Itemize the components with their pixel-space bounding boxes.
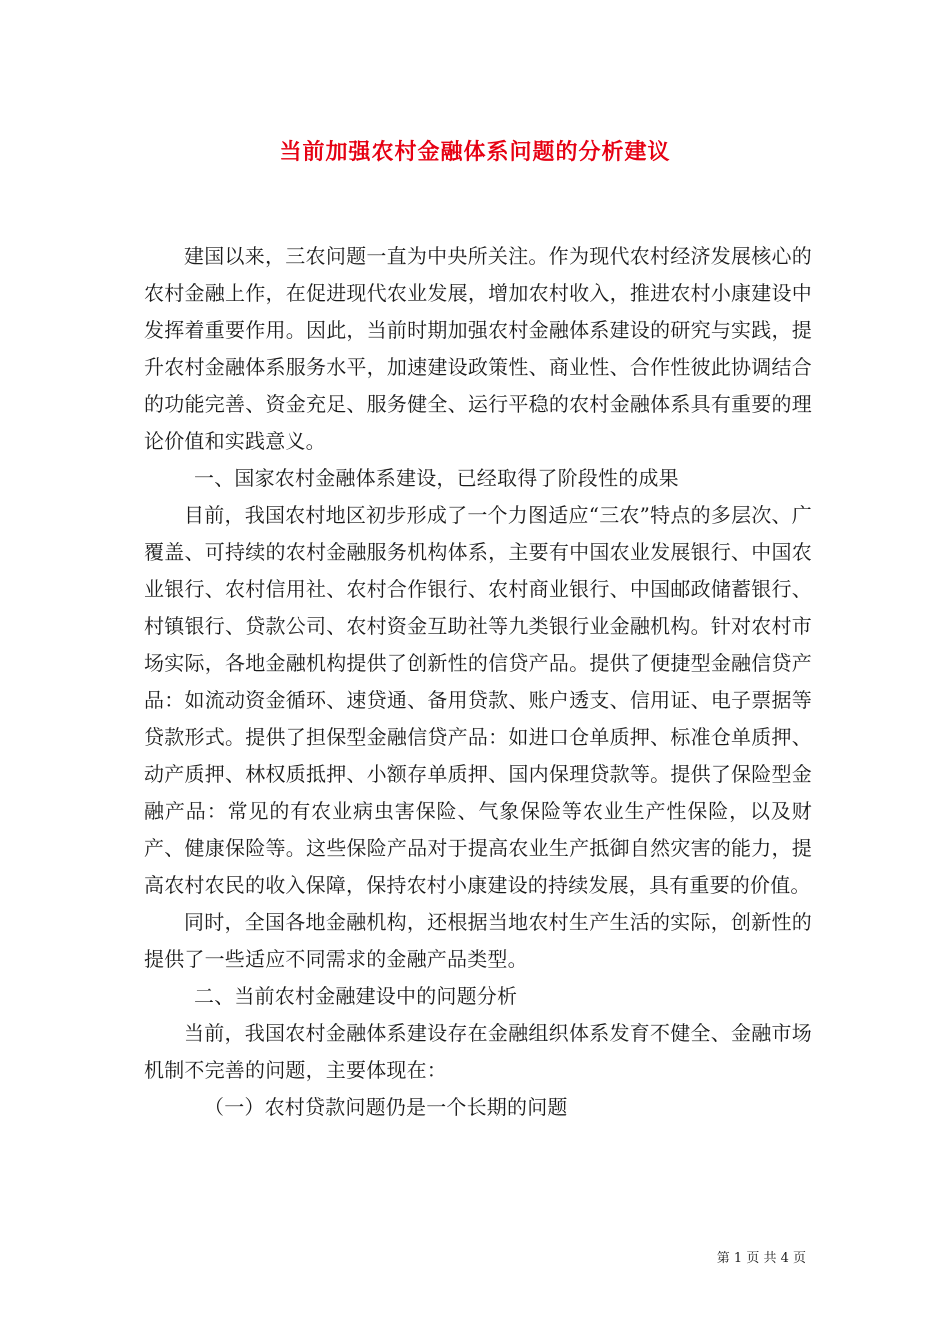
subsection-heading-1: （一）农村贷款问题仍是一个长期的问题 [204, 1095, 568, 1119]
page-number: 第 1 页 共 4 页 [716, 1251, 806, 1266]
paragraph-intro: 建国以来，三农问题一直为中央所关注。作为现代农村经济发展核心的农村金融上作，在促进现代农业发展，增加农村收入，推进农村小康建设中发挥着重要作用。因此，当前时期加强农村金融体系建设的研究与实践，提升农村金融体系服务水平，加速建设政策性、商业性、合作性彼此协调结合的功能完善、资金充足、服务健全、运行平稳的农村金融体系具有重要的理论价值和实践意义。 [144, 244, 812, 453]
document-body [144, 238, 812, 1126]
section-heading-2: 二、当前农村金融建设中的问题分析 [194, 984, 518, 1008]
section-heading-1: 一、国家农村金融体系建设，已经取得了阶段性的成果 [194, 466, 679, 490]
document-title: 当前加强农村金融体系问题的分析建议 [279, 139, 671, 165]
paragraph-innovation: 同时，全国各地金融机构，还根据当地农村生产生活的实际，创新性的提供了一些适应不同需求的金融产品类型。 [144, 910, 812, 971]
paragraph-achievements: 目前，我国农村地区初步形成了一个力图适应“三农”特点的多层次、广覆盖、可持续的农村金融服务机构体系，主要有中国农业发展银行、中国农业银行、农村信用社、农村合作银行、农村商业银行、中国邮政储蓄银行、村镇银行、贷款公司、农村资金互助社等九类银行业金融机构。针对农村市场实际，各地金融机构提供了创新性的信贷产品。提供了便捷型金融信贷产品：如流动资金循环、速贷通、备用贷款、账户透支、信用证、电子票据等贷款形式。提供了担保型金融信贷产品：如进口仓单质押、标准仓单质押、动产质押、林权质抵押、小额存单质押、国内保理贷款等。提供了保险型金融产品：常见的有农业病虫害保险、气象保险等农业生产性保险，以及财产、健康保险等。这些保险产品对于提高农业生产抵御自然灾害的能力，提高农村农民的收入保障，保持农村小康建设的持续发展，具有重要的价值。 [144, 503, 812, 897]
paragraph-problems: 当前，我国农村金融体系建设存在金融组织体系发育不健全、金融市场机制不完善的问题，主要体现在： [144, 1021, 812, 1082]
